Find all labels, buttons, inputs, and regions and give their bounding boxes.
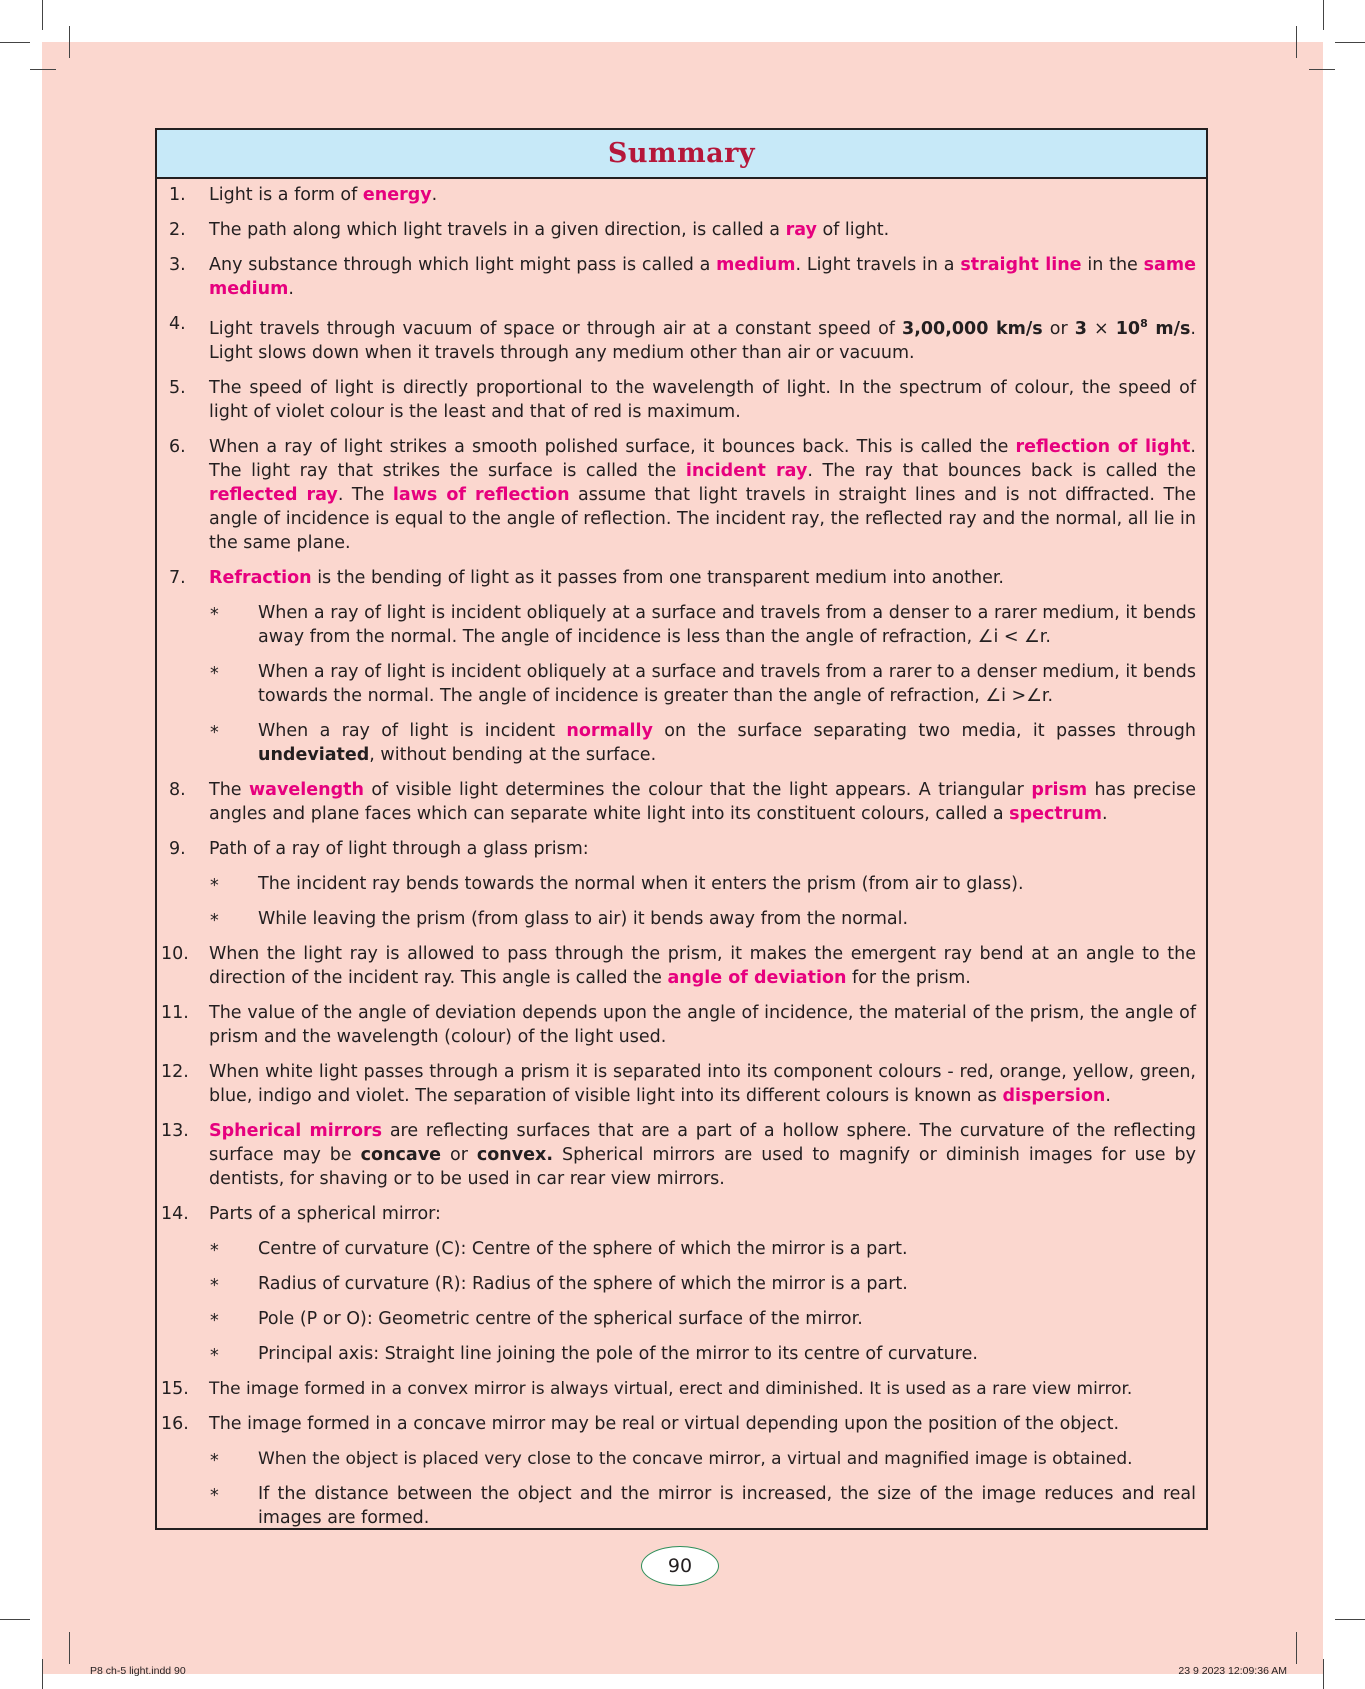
text: in the [1081, 255, 1144, 275]
text: or [441, 1144, 477, 1165]
item-number: 4. [169, 314, 186, 334]
list-item [157, 1202, 1206, 1226]
text: × [1086, 318, 1116, 339]
keyword: reflection of light [1015, 436, 1191, 457]
item-text: The image formed in a concave mirror may be real or virtual depending upon the position of the object. [209, 1413, 1120, 1434]
list-item [157, 183, 1206, 207]
bullet-icon: * [210, 1485, 219, 1506]
text: When a ray of light is incident [258, 720, 567, 741]
keyword: straight line [960, 255, 1082, 275]
item-text: The image formed in a convex mirror is always virtual, erect and diminished. It is used as a rare view mirror. [209, 1378, 1133, 1399]
item-text [209, 566, 1196, 590]
text: . Light slows down when it travels through any medium other than air or vacuum. [209, 318, 1196, 363]
item-text: Parts of a spherical mirror: [209, 1203, 441, 1224]
keyword: medium [716, 255, 796, 275]
item-text [209, 1119, 1196, 1191]
text: Light travels through vacuum of space or through air at a constant speed of [209, 318, 903, 339]
item-number: 9. [169, 838, 186, 859]
item-number: 3. [169, 255, 186, 275]
bullet-icon: * [210, 910, 219, 931]
footer-file: P8 ch-5 light.indd 90 [90, 1665, 186, 1677]
sub-item-text: When a ray of light is incident obliquely at a surface and travels from a denser to a rarer medium, it bends away from the normal. The angle of incidence is less than the angle of refraction, ∠i < ∠r. [258, 602, 1196, 647]
bullet-icon: * [210, 1345, 219, 1366]
text: . The light ray that strikes the surface is called the [209, 436, 1196, 481]
sub-item-text: The incident ray bends towards the normal when it enters the prism (from air to glass). [258, 873, 1024, 894]
sub-item [157, 872, 1206, 896]
keyword: laws of reflection [392, 484, 570, 505]
summary-title: Summary [607, 138, 756, 169]
text: When a ray of light strikes a smooth polished surface, it bounces back. This is called the [209, 436, 1016, 457]
text: . [1105, 1085, 1111, 1106]
bullet-icon: * [210, 1275, 219, 1296]
list-item [157, 942, 1206, 990]
text: of light. [816, 220, 890, 240]
bullet-icon: * [210, 722, 219, 743]
sub-item-text: Principal axis: Straight line joining the pole of the mirror to its centre of curvature. [258, 1343, 978, 1364]
sub-item [157, 1447, 1206, 1471]
item-number: 8. [169, 779, 186, 800]
item-text [209, 253, 1196, 301]
item-number: 6. [169, 436, 186, 457]
text: Any substance through which light might pass is called a [209, 255, 717, 275]
footer-timestamp: 23 9 2023 12:09:36 AM [1178, 1665, 1287, 1677]
list-item [157, 253, 1206, 301]
text: Light is a form of [209, 185, 363, 205]
bold-value: concave [360, 1144, 441, 1165]
text: Spherical mirrors are used to magnify or diminish images for use by dentists, for shaving or to be used in car rear view mirrors. [209, 1144, 1196, 1189]
list-item [157, 1119, 1206, 1191]
keyword: spectrum [1009, 803, 1103, 824]
text: The path along which light travels in a given direction, is called a [209, 220, 786, 240]
crop-mark [42, 1659, 43, 1689]
bullet-icon: * [210, 1310, 219, 1331]
sub-item [157, 1307, 1206, 1331]
item-text [209, 218, 1196, 242]
bold-value: convex. [476, 1144, 553, 1165]
text: The [209, 779, 249, 800]
item-number: 13. [161, 1120, 189, 1141]
keyword: same medium [209, 255, 1196, 299]
summary-box [155, 128, 1208, 1530]
text: When the light ray is allowed to pass through the prism, it makes the emergent ray bend at an angle to the direction of the incident ray. This angle is called the [209, 943, 1196, 988]
item-text [209, 183, 1196, 207]
page-number: 90 [641, 1546, 719, 1586]
sub-item-text: If the distance between the object and the mirror is increased, the size of the image reduces and real images are formed. [258, 1483, 1196, 1528]
bold-value: m/s [1147, 318, 1191, 339]
crop-mark [69, 26, 70, 58]
crop-mark [0, 42, 30, 43]
item-text [209, 942, 1196, 990]
sub-item [157, 907, 1206, 931]
item-number: 14. [161, 1203, 189, 1224]
keyword: angle of deviation [667, 967, 847, 988]
text: or [1042, 318, 1075, 339]
keyword: Spherical mirrors [209, 1120, 383, 1141]
list-item [157, 435, 1206, 555]
crop-mark [1335, 1619, 1365, 1620]
sub-item-text: While leaving the prism (from glass to air) it bends away from the normal. [258, 908, 909, 929]
bold-value: 3,00,000 km/s [902, 318, 1043, 339]
item-text [209, 435, 1196, 555]
text: assume that light travels in straight lines and is not diffracted. The angle of incidence is equal to the angle of reflection. The incident ray, the reflected ray and the normal, all lie in the same plane. [209, 484, 1196, 553]
crop-mark [1323, 1659, 1324, 1689]
item-text [209, 778, 1196, 826]
exponent: 8 [1140, 317, 1148, 330]
text: . Light travels in a [795, 255, 961, 275]
sub-item [157, 1482, 1206, 1530]
summary-list [157, 183, 1206, 1541]
list-item [157, 218, 1206, 242]
bold-value: 10 [1115, 318, 1141, 339]
keyword: incident ray [685, 460, 808, 481]
item-text: The speed of light is directly proportional to the wavelength of light. In the spectrum of colour, the speed of light of violet colour is the least and that of red is maximum. [209, 377, 1196, 422]
bullet-icon: * [210, 875, 219, 896]
item-number: 10. [161, 943, 189, 964]
list-item [157, 312, 1206, 365]
item-number: 2. [169, 220, 186, 240]
text: for the prism. [846, 967, 971, 988]
keyword: reflected ray [209, 484, 338, 505]
item-number: 15. [161, 1378, 189, 1399]
item-number: 16. [161, 1413, 189, 1434]
list-item [157, 1377, 1206, 1401]
item-text [209, 1060, 1196, 1108]
list-item [157, 1001, 1206, 1049]
bullet-icon: * [210, 1240, 219, 1261]
item-text: The value of the angle of deviation depends upon the angle of incidence, the material of the prism, the angle of prism and the wavelength (colour) of the light used. [209, 1002, 1196, 1047]
list-item [157, 376, 1206, 424]
sub-item-text: Centre of curvature (C): Centre of the sphere of which the mirror is a part. [258, 1238, 908, 1259]
sub-item [157, 1342, 1206, 1366]
crop-mark [1296, 1632, 1297, 1664]
text: are reflecting surfaces that are a part of a hollow sphere. The curvature of the reflecting surface may be [209, 1120, 1196, 1165]
item-number: 1. [169, 185, 186, 205]
sub-item [157, 1272, 1206, 1296]
text: . [431, 185, 438, 205]
keyword: ray [785, 220, 817, 240]
sub-item-text: When the object is placed very close to the concave mirror, a virtual and magnified image is obtained. [258, 1448, 1133, 1469]
text: is the bending of light as it passes from one transparent medium into another. [311, 567, 1004, 588]
bold-value: 3 [1074, 318, 1087, 339]
crop-mark [42, 0, 43, 30]
sub-item-text: When a ray of light is incident obliquely at a surface and travels from a rarer to a denser medium, it bends towards the normal. The angle of incidence is greater than the angle of refraction, ∠i >∠r. [258, 661, 1196, 706]
item-text: Path of a ray of light through a glass prism: [209, 838, 589, 859]
sub-item [157, 1237, 1206, 1261]
crop-mark [69, 1632, 70, 1664]
text: on the surface separating two media, it passes through [652, 720, 1196, 741]
crop-mark [30, 69, 56, 70]
text: . The ray that bounces back is called the [807, 460, 1196, 481]
crop-mark [1323, 0, 1324, 30]
sub-item-text: Radius of curvature (R): Radius of the sphere of which the mirror is a part. [258, 1273, 908, 1294]
crop-mark [0, 1619, 30, 1620]
text: When white light passes through a prism it is separated into its component colours - red, orange, yellow, green, blue, indigo and violet. The separation of visible light into its different colours is known as [209, 1061, 1196, 1106]
list-item [157, 1060, 1206, 1108]
text: . The [337, 484, 393, 505]
keyword: wavelength [248, 779, 364, 800]
sub-item [157, 719, 1206, 767]
crop-mark [1296, 26, 1297, 58]
item-number: 5. [169, 377, 186, 398]
sub-item [157, 601, 1206, 649]
text: . [1102, 803, 1108, 824]
text: . [288, 279, 294, 299]
item-number: 11. [161, 1002, 189, 1023]
crop-mark [1335, 42, 1365, 43]
sub-item [157, 660, 1206, 708]
crop-mark [1309, 69, 1335, 70]
bullet-icon: * [210, 1450, 219, 1471]
bold-value: undeviated [258, 744, 370, 765]
sub-item-text [258, 719, 1196, 767]
text: of visible light determines the colour that the light appears. A triangular [363, 779, 1032, 800]
keyword: dispersion [1002, 1085, 1106, 1106]
item-number: 12. [161, 1061, 189, 1082]
item-number: 7. [169, 567, 186, 588]
keyword: Refraction [209, 567, 312, 588]
bullet-icon: * [210, 663, 219, 684]
keyword: energy [362, 185, 432, 205]
bullet-icon: * [210, 604, 219, 625]
text: , without bending at the surface. [369, 744, 657, 765]
list-item [157, 778, 1206, 826]
sub-item-text: Pole (P or O): Geometric centre of the spherical surface of the mirror. [258, 1308, 863, 1329]
list-item [157, 1412, 1206, 1436]
list-item [157, 837, 1206, 861]
summary-header [157, 130, 1206, 179]
keyword: prism [1031, 779, 1088, 800]
item-text [209, 312, 1196, 365]
list-item [157, 566, 1206, 590]
text: has precise angles and plane faces which can separate white light into its constituent colours, called a [209, 779, 1196, 824]
keyword: normally [566, 720, 653, 741]
